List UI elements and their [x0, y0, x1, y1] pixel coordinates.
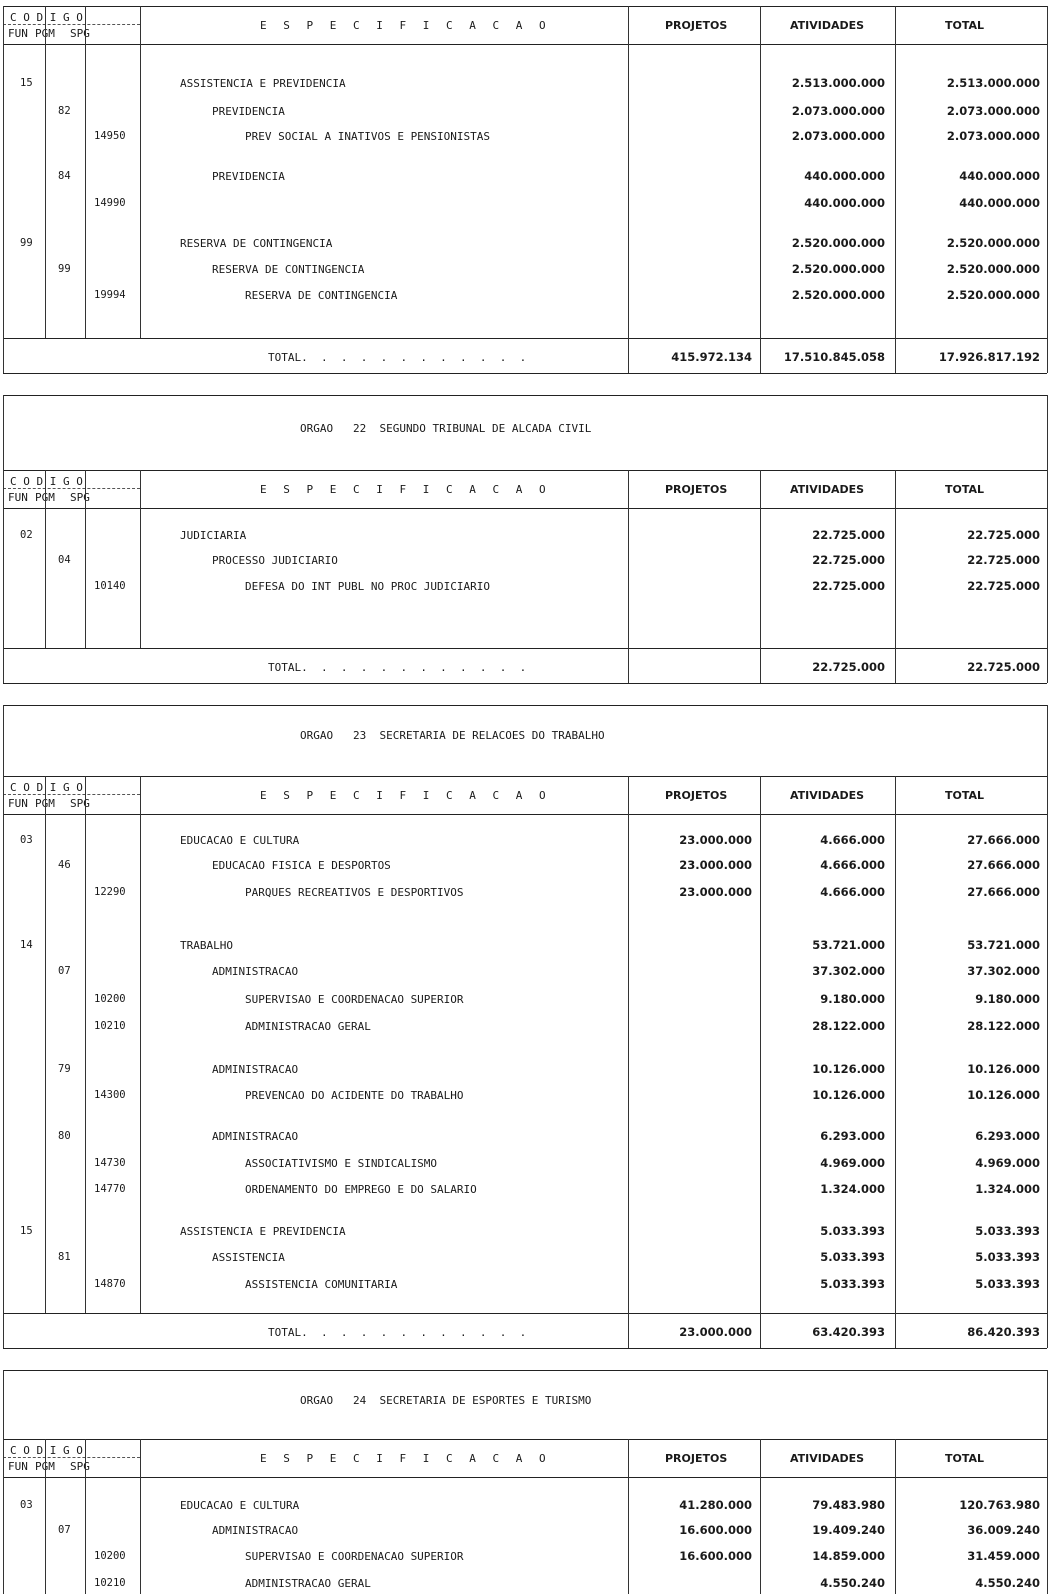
- total-value: 53.721.000: [967, 938, 1040, 952]
- atividades-header: ATIVIDADES: [790, 1452, 865, 1465]
- total-label: TOTAL. . . . . . . . . . . .: [268, 661, 527, 674]
- section-bottom-rule: [3, 683, 1047, 684]
- total-value: 22.725.000: [967, 553, 1040, 567]
- total-value: 27.666.000: [967, 885, 1040, 899]
- header-bottom-rule: [3, 44, 1047, 45]
- atividades-value: 79.483.980: [812, 1498, 885, 1512]
- specification-text: ADMINISTRACAO: [212, 1524, 299, 1537]
- spg-header: SPG: [70, 1460, 90, 1473]
- total-total-value: 17.926.817.192: [938, 350, 1040, 364]
- atividades-value: 4.550.240: [820, 1576, 885, 1590]
- atividades-value: 10.126.000: [812, 1088, 885, 1102]
- total-value: 2.073.000.000: [946, 104, 1040, 118]
- specification-text: PREV SOCIAL A INATIVOS E PENSIONISTAS: [245, 130, 491, 143]
- fun-code: 02: [20, 529, 33, 541]
- spg-code: 10210: [94, 1020, 126, 1032]
- column-divider: [45, 1439, 46, 1594]
- column-divider: [895, 470, 896, 648]
- fun-code: 03: [20, 1499, 33, 1511]
- total-value: 1.324.000: [975, 1182, 1040, 1196]
- section-top-rule: [3, 1370, 1047, 1371]
- fun-code: 15: [20, 77, 33, 89]
- column-divider: [760, 776, 761, 1313]
- page-right-border: [1047, 395, 1048, 470]
- projetos-header: PROJETOS: [665, 483, 728, 496]
- column-divider: [140, 776, 141, 1313]
- atividades-value: 37.302.000: [812, 964, 885, 978]
- column-divider: [895, 338, 896, 373]
- page-right-border: [1047, 338, 1048, 373]
- fun-code: 15: [20, 1225, 33, 1237]
- specification-text: EDUCACAO E CULTURA: [180, 834, 300, 847]
- orgao-title: ORGAO 23 SECRETARIA DE RELACOES DO TRABALHO: [300, 729, 605, 742]
- column-divider: [895, 776, 896, 1313]
- column-divider: [628, 1313, 629, 1348]
- pgm-header: PGM: [35, 27, 55, 40]
- specification-text: RESERVA DE CONTINGENCIA: [245, 289, 398, 302]
- total-header: TOTAL: [945, 1452, 985, 1465]
- total-value: 22.725.000: [967, 579, 1040, 593]
- column-divider: [760, 338, 761, 373]
- projetos-value: 41.280.000: [679, 1498, 752, 1512]
- atividades-value: 5.033.393: [820, 1224, 885, 1238]
- column-divider: [140, 1439, 141, 1594]
- spg-code: 14990: [94, 197, 126, 209]
- codigo-sub-rule: [3, 794, 140, 795]
- codigo-sub-rule: [3, 24, 140, 25]
- column-divider: [628, 776, 629, 1313]
- codigo-header: C O D I G O: [10, 1444, 83, 1457]
- especificacao-header: E S P E C I F I C A C A O: [260, 19, 551, 32]
- spg-code: 10200: [94, 993, 126, 1005]
- atividades-value: 22.725.000: [812, 528, 885, 542]
- specification-text: ASSISTENCIA COMUNITARIA: [245, 1278, 398, 1291]
- page-left-border: [3, 1313, 4, 1348]
- page-left-border: [3, 776, 4, 1313]
- total-header: TOTAL: [945, 19, 985, 32]
- atividades-header: ATIVIDADES: [790, 19, 865, 32]
- specification-text: ADMINISTRACAO: [212, 1130, 299, 1143]
- projetos-value: 23.000.000: [679, 833, 752, 847]
- specification-text: ADMINISTRACAO: [212, 965, 299, 978]
- column-divider: [85, 6, 86, 338]
- pgm-code: 07: [58, 1524, 71, 1536]
- section-top-rule: [3, 705, 1047, 706]
- projetos-value: 23.000.000: [679, 885, 752, 899]
- column-divider: [1047, 776, 1048, 1313]
- column-divider: [1047, 470, 1048, 648]
- page-left-border: [3, 395, 4, 470]
- especificacao-header: E S P E C I F I C A C A O: [260, 789, 551, 802]
- spg-header: SPG: [70, 27, 90, 40]
- column-divider: [628, 648, 629, 683]
- total-value: 10.126.000: [967, 1062, 1040, 1076]
- total-value: 27.666.000: [967, 833, 1040, 847]
- page-left-border: [3, 470, 4, 648]
- column-divider: [895, 1439, 896, 1594]
- total-header: TOTAL: [945, 789, 985, 802]
- total-label: TOTAL. . . . . . . . . . . .: [268, 351, 527, 364]
- page-left-border: [3, 6, 4, 338]
- header-bottom-rule: [3, 508, 1047, 509]
- atividades-value: 22.725.000: [812, 553, 885, 567]
- page-right-border: [1047, 705, 1048, 776]
- atividades-value: 440.000.000: [804, 169, 885, 183]
- total-top-rule: [3, 1313, 1047, 1314]
- total-value: 2.520.000.000: [946, 288, 1040, 302]
- especificacao-header: E S P E C I F I C A C A O: [260, 483, 551, 496]
- total-value: 36.009.240: [967, 1523, 1040, 1537]
- atividades-value: 2.520.000.000: [791, 236, 885, 250]
- codigo-header: C O D I G O: [10, 781, 83, 794]
- total-value: 2.073.000.000: [946, 129, 1040, 143]
- fun-code: 14: [20, 939, 33, 951]
- codigo-sub-rule: [3, 1457, 140, 1458]
- column-divider: [1047, 1439, 1048, 1594]
- atividades-value: 4.969.000: [820, 1156, 885, 1170]
- specification-text: SUPERVISAO E COORDENACAO SUPERIOR: [245, 993, 464, 1006]
- orgao-title: ORGAO 24 SECRETARIA DE ESPORTES E TURISMO: [300, 1394, 592, 1407]
- pgm-code: 81: [58, 1251, 71, 1263]
- header-bottom-rule: [3, 1477, 1047, 1478]
- specification-text: PREVIDENCIA: [212, 170, 285, 183]
- column-divider: [1047, 6, 1048, 338]
- spg-header: SPG: [70, 797, 90, 810]
- spg-code: 19994: [94, 289, 126, 301]
- total-total-value: 22.725.000: [967, 660, 1040, 674]
- column-divider: [85, 470, 86, 648]
- total-label: TOTAL. . . . . . . . . . . .: [268, 1326, 527, 1339]
- atividades-value: 2.520.000.000: [791, 262, 885, 276]
- page-right-border: [1047, 1370, 1048, 1439]
- atividades-value: 2.513.000.000: [791, 76, 885, 90]
- column-divider: [628, 470, 629, 648]
- total-value: 2.520.000.000: [946, 262, 1040, 276]
- page-left-border: [3, 648, 4, 683]
- total-total-value: 86.420.393: [967, 1325, 1040, 1339]
- atividades-value: 10.126.000: [812, 1062, 885, 1076]
- atividades-header: ATIVIDADES: [790, 483, 865, 496]
- header-top-rule: [3, 6, 1047, 7]
- pgm-code: 99: [58, 263, 71, 275]
- pgm-code: 82: [58, 105, 71, 117]
- spg-code: 14950: [94, 130, 126, 142]
- atividades-value: 53.721.000: [812, 938, 885, 952]
- pgm-code: 04: [58, 554, 71, 566]
- column-divider: [760, 1439, 761, 1594]
- total-value: 10.126.000: [967, 1088, 1040, 1102]
- page-left-border: [3, 1370, 4, 1439]
- total-atividades-value: 22.725.000: [812, 660, 885, 674]
- total-value: 27.666.000: [967, 858, 1040, 872]
- specification-text: ORDENAMENTO DO EMPREGO E DO SALARIO: [245, 1183, 477, 1196]
- codigo-header: C O D I G O: [10, 475, 83, 488]
- total-value: 440.000.000: [959, 169, 1040, 183]
- column-divider: [628, 338, 629, 373]
- pgm-header: PGM: [35, 1460, 55, 1473]
- section-bottom-rule: [3, 373, 1047, 374]
- spg-code: 14870: [94, 1278, 126, 1290]
- codigo-sub-rule: [3, 488, 140, 489]
- section-bottom-rule: [3, 1348, 1047, 1349]
- specification-text: DEFESA DO INT PUBL NO PROC JUDICIARIO: [245, 580, 491, 593]
- column-divider: [45, 776, 46, 1313]
- column-divider: [628, 6, 629, 338]
- total-value: 22.725.000: [967, 528, 1040, 542]
- column-divider: [895, 1313, 896, 1348]
- column-divider: [85, 1439, 86, 1594]
- atividades-value: 440.000.000: [804, 196, 885, 210]
- specification-text: EDUCACAO E CULTURA: [180, 1499, 300, 1512]
- atividades-value: 28.122.000: [812, 1019, 885, 1033]
- column-divider: [45, 6, 46, 338]
- total-value: 440.000.000: [959, 196, 1040, 210]
- total-atividades-value: 63.420.393: [812, 1325, 885, 1339]
- atividades-value: 19.409.240: [812, 1523, 885, 1537]
- atividades-value: 1.324.000: [820, 1182, 885, 1196]
- spg-header: SPG: [70, 491, 90, 504]
- fun-header: FUN: [8, 1460, 28, 1473]
- fun-code: 99: [20, 237, 33, 249]
- total-projetos-value: 23.000.000: [679, 1325, 752, 1339]
- atividades-value: 4.666.000: [820, 833, 885, 847]
- total-value: 37.302.000: [967, 964, 1040, 978]
- total-atividades-value: 17.510.845.058: [783, 350, 885, 364]
- fun-header: FUN: [8, 491, 28, 504]
- spg-code: 14730: [94, 1157, 126, 1169]
- pgm-code: 80: [58, 1130, 71, 1142]
- header-top-rule: [3, 470, 1047, 471]
- pgm-code: 07: [58, 965, 71, 977]
- column-divider: [760, 1313, 761, 1348]
- fun-code: 03: [20, 834, 33, 846]
- atividades-value: 9.180.000: [820, 992, 885, 1006]
- header-top-rule: [3, 1439, 1047, 1440]
- pgm-header: PGM: [35, 491, 55, 504]
- pgm-code: 46: [58, 859, 71, 871]
- spg-code: 14770: [94, 1183, 126, 1195]
- column-divider: [760, 648, 761, 683]
- atividades-header: ATIVIDADES: [790, 789, 865, 802]
- atividades-value: 5.033.393: [820, 1277, 885, 1291]
- specification-text: TRABALHO: [180, 939, 233, 952]
- total-value: 5.033.393: [975, 1277, 1040, 1291]
- column-divider: [140, 6, 141, 338]
- total-value: 4.550.240: [975, 1576, 1040, 1590]
- projetos-header: PROJETOS: [665, 19, 728, 32]
- page-left-border: [3, 338, 4, 373]
- specification-text: ASSISTENCIA E PREVIDENCIA: [180, 77, 346, 90]
- fun-header: FUN: [8, 797, 28, 810]
- total-header: TOTAL: [945, 483, 985, 496]
- specification-text: PREVIDENCIA: [212, 105, 285, 118]
- pgm-header: PGM: [35, 797, 55, 810]
- column-divider: [85, 776, 86, 1313]
- specification-text: PREVENCAO DO ACIDENTE DO TRABALHO: [245, 1089, 464, 1102]
- codigo-header: C O D I G O: [10, 11, 83, 24]
- header-bottom-rule: [3, 814, 1047, 815]
- spg-code: 10200: [94, 1550, 126, 1562]
- total-top-rule: [3, 338, 1047, 339]
- total-top-rule: [3, 648, 1047, 649]
- projetos-header: PROJETOS: [665, 1452, 728, 1465]
- specification-text: SUPERVISAO E COORDENACAO SUPERIOR: [245, 1550, 464, 1563]
- total-value: 2.520.000.000: [946, 236, 1040, 250]
- header-top-rule: [3, 776, 1047, 777]
- specification-text: ADMINISTRACAO GERAL: [245, 1577, 371, 1590]
- atividades-value: 2.073.000.000: [791, 104, 885, 118]
- specification-text: JUDICIARIA: [180, 529, 247, 542]
- section-top-rule: [3, 395, 1047, 396]
- spg-code: 12290: [94, 886, 126, 898]
- atividades-value: 22.725.000: [812, 579, 885, 593]
- specification-text: RESERVA DE CONTINGENCIA: [180, 237, 333, 250]
- atividades-value: 4.666.000: [820, 885, 885, 899]
- page-left-border: [3, 1439, 4, 1594]
- projetos-value: 16.600.000: [679, 1523, 752, 1537]
- spg-code: 14300: [94, 1089, 126, 1101]
- column-divider: [628, 1439, 629, 1594]
- column-divider: [140, 470, 141, 648]
- specification-text: ASSISTENCIA: [212, 1251, 285, 1264]
- atividades-value: 6.293.000: [820, 1129, 885, 1143]
- atividades-value: 14.859.000: [812, 1549, 885, 1563]
- total-value: 5.033.393: [975, 1250, 1040, 1264]
- page-right-border: [1047, 1313, 1048, 1348]
- especificacao-header: E S P E C I F I C A C A O: [260, 1452, 551, 1465]
- column-divider: [895, 6, 896, 338]
- atividades-value: 5.033.393: [820, 1250, 885, 1264]
- projetos-value: 23.000.000: [679, 858, 752, 872]
- total-value: 2.513.000.000: [946, 76, 1040, 90]
- total-value: 4.969.000: [975, 1156, 1040, 1170]
- total-value: 9.180.000: [975, 992, 1040, 1006]
- spg-code: 10210: [94, 1577, 126, 1589]
- specification-text: ADMINISTRACAO: [212, 1063, 299, 1076]
- total-value: 5.033.393: [975, 1224, 1040, 1238]
- atividades-value: 4.666.000: [820, 858, 885, 872]
- total-value: 31.459.000: [967, 1549, 1040, 1563]
- spg-code: 10140: [94, 580, 126, 592]
- column-divider: [760, 470, 761, 648]
- atividades-value: 2.073.000.000: [791, 129, 885, 143]
- total-projetos-value: 415.972.134: [671, 350, 752, 364]
- fun-header: FUN: [8, 27, 28, 40]
- total-value: 6.293.000: [975, 1129, 1040, 1143]
- total-value: 28.122.000: [967, 1019, 1040, 1033]
- column-divider: [760, 6, 761, 338]
- atividades-value: 2.520.000.000: [791, 288, 885, 302]
- orgao-title: ORGAO 22 SEGUNDO TRIBUNAL DE ALCADA CIVIL: [300, 422, 592, 435]
- specification-text: PARQUES RECREATIVOS E DESPORTIVOS: [245, 886, 464, 899]
- specification-text: PROCESSO JUDICIARIO: [212, 554, 338, 567]
- specification-text: ASSISTENCIA E PREVIDENCIA: [180, 1225, 346, 1238]
- page-left-border: [3, 705, 4, 776]
- projetos-header: PROJETOS: [665, 789, 728, 802]
- projetos-value: 16.600.000: [679, 1549, 752, 1563]
- specification-text: ASSOCIATIVISMO E SINDICALISMO: [245, 1157, 438, 1170]
- specification-text: EDUCACAO FISICA E DESPORTOS: [212, 859, 391, 872]
- pgm-code: 79: [58, 1063, 71, 1075]
- page-right-border: [1047, 648, 1048, 683]
- total-value: 120.763.980: [959, 1498, 1040, 1512]
- column-divider: [45, 470, 46, 648]
- specification-text: RESERVA DE CONTINGENCIA: [212, 263, 365, 276]
- column-divider: [895, 648, 896, 683]
- pgm-code: 84: [58, 170, 71, 182]
- specification-text: ADMINISTRACAO GERAL: [245, 1020, 371, 1033]
